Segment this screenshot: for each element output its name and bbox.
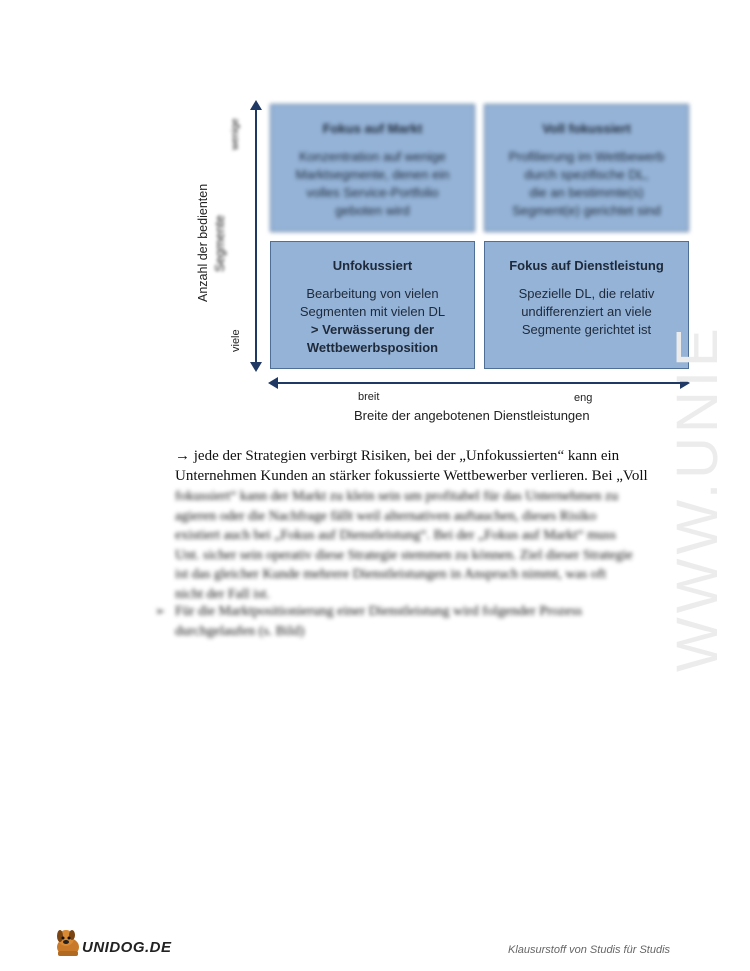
x-axis-label: Breite der angebotenen Dienstleistungen bbox=[354, 408, 590, 423]
arrow-icon: → bbox=[175, 448, 190, 464]
x-axis-right-label: eng bbox=[574, 392, 593, 404]
y-axis-label-line2: Segmente bbox=[213, 215, 227, 272]
cell-voll-fokussiert: Voll fokussiert Profilierung im Wettbewerb durch spezifische DL, die an bestimmte(s) Segment(e) gerichtet sind bbox=[484, 104, 689, 232]
y-axis-arrow-up bbox=[250, 100, 262, 110]
bullet-arrow-icon: ➢ bbox=[155, 604, 166, 618]
paragraph-line: Unternehmen Kunden an stärker fokussierte Wettbewerber verlieren. Bei „Voll bbox=[175, 468, 648, 484]
paragraph bbox=[175, 447, 665, 604]
y-axis-bottom-label: viele bbox=[230, 329, 242, 352]
paragraph-line: → jede der Strategien verbirgt Risiken, bei der „Unfokussierten“ kann ein bbox=[175, 448, 620, 464]
logo-text: UNIDOG.DE bbox=[82, 939, 172, 956]
cell-title: Fokus auf Dienstleistung bbox=[509, 258, 664, 273]
footer-logo bbox=[52, 927, 172, 961]
cell-title: Unfokussiert bbox=[332, 258, 413, 273]
y-axis-arrow-down bbox=[250, 362, 262, 372]
cell-fokus-auf-markt: Fokus auf Markt Konzentration auf wenige Marktsegmente, denen ein volles Service-Portfolio geboten wird bbox=[270, 104, 475, 232]
watermark: WWW.UNIE bbox=[665, 324, 730, 672]
cell-unfokussiert: Unfokussiert Bearbeitung von vielen Segmenten mit vielen DL > Verwässerung der Wettbewerbsposition bbox=[270, 241, 475, 369]
y-axis-line bbox=[255, 108, 257, 364]
x-axis-arrow-left bbox=[268, 377, 278, 389]
y-axis-label-line1: Anzahl der bedienten bbox=[196, 183, 210, 302]
x-axis-left-label: breit bbox=[358, 391, 380, 403]
blurred-paragraph: fokussiert“ kann der Markt zu klein sein um profitabel für das Unternehmen zu agieren oder die Nachfrage fällt weil alternativen auftauchen, dieses Risiko existiert auch bei „Fokus auf Dienstleistung“. Bei der „Fokus auf Markt“ muss Unt. sicher sein operativ diese Strategie stemmen zu können. Ziel dieser Strategie ist das gleicher Kunde mehrere Dienstleistungen in Anspruch nimmt, was oft nicht der Fall ist. bbox=[175, 489, 633, 602]
bullet-item: ➢ Für die Marktpositionierung einer Dienstleistung wird folgender Prozess durchgelaufen (s. Bild) bbox=[155, 604, 583, 639]
x-axis-line bbox=[276, 382, 682, 384]
footer-tagline: Klausurstoff von Studis für Studis bbox=[508, 944, 671, 956]
dog-logo-icon bbox=[52, 927, 84, 959]
cell-title: Voll fokussiert bbox=[542, 121, 631, 136]
cell-title: Fokus auf Markt bbox=[322, 121, 423, 136]
y-axis-top-label: wenige bbox=[230, 118, 241, 150]
cell-fokus-auf-dienstleistung: Fokus auf Dienstleistung Spezielle DL, die relativ undifferenziert an viele Segmente gerichtet ist bbox=[484, 241, 689, 369]
